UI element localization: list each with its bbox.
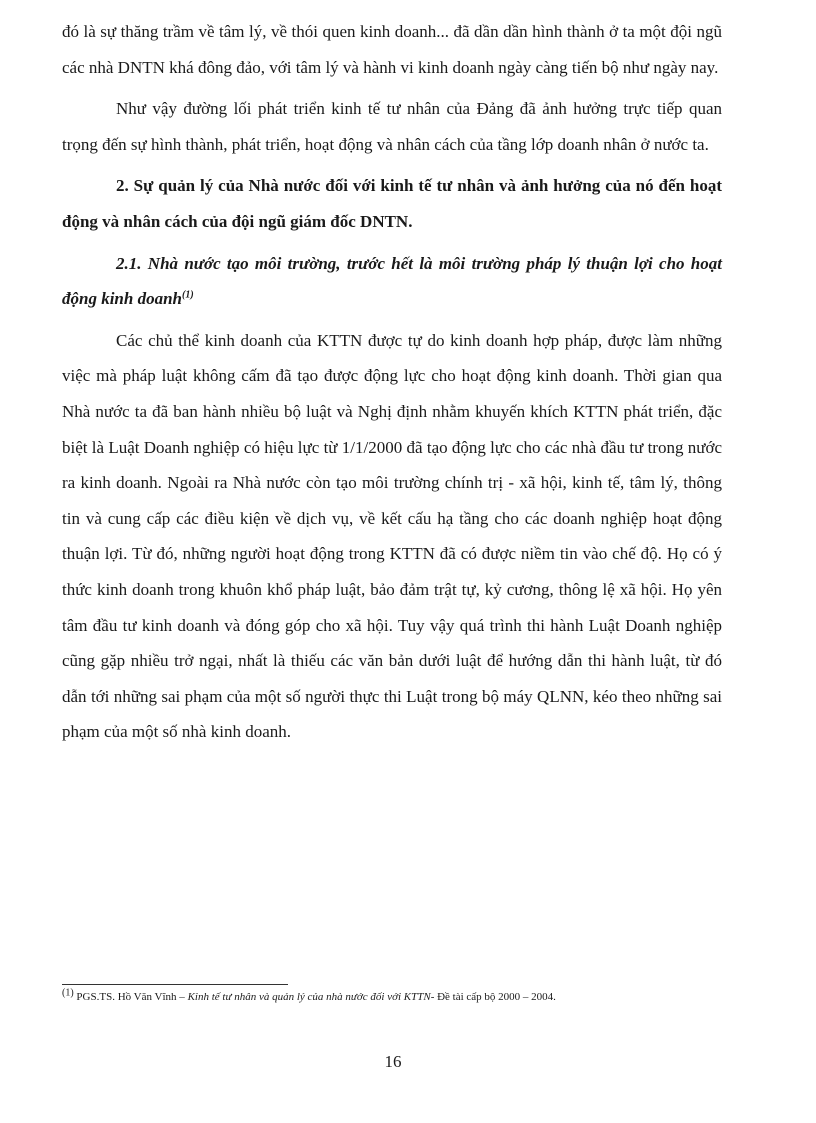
- subsection-heading: [62, 246, 722, 317]
- footnote-marker: (1): [62, 987, 74, 999]
- section-heading: 2. Sự quản lý của Nhà nước đối với kinh tế tư nhân và ảnh hưởng của nó đến hoạt động và nhân cách của đội ngũ giám đốc DNTN.: [62, 176, 722, 231]
- page-body: [62, 14, 722, 750]
- paragraph-body: Các chủ thể kinh doanh của KTTN được tự do kinh doanh hợp pháp, được làm những việc mà pháp luật không cấm đã tạo được động lực cho hoạt động kinh doanh. Thời gian qua Nhà nước ta đã ban hành nhiều bộ luật và Nghị định nhằm khuyến khích KTTN phát triển, đặc biệt là Luật Doanh nghiệp có hiệu lực từ 1/1/2000 đã tạo động lực cho các nhà đầu tư trong nước ra kinh doanh. Ngoài ra Nhà nước còn tạo môi trường chính trị - xã hội, kinh tế, tâm lý, thông tin và cung cấp các điều kiện về dịch vụ, về kết cấu hạ tầng cho các doanh nghiệp hoạt động thuận lợi. Từ đó, những người hoạt động trong KTTN đã có được niềm tin vào chế độ. Họ có ý thức kinh doanh trong khuôn khổ pháp luật, bảo đảm trật tự, kỷ cương, thông lệ xã hội. Họ yên tâm đầu tư kinh doanh và đóng góp cho xã hội. Tuy vậy quá trình thi hành Luật Doanh nghiệp cũng gặp nhiều trở ngại, nhất là thiếu các văn bản dưới luật để hướng dẫn thi hành luật, từ đó dẫn tới những sai phạm của một số người thực thi Luật trong bộ máy QLNN, kéo theo những sai phạm của một số nhà kinh doanh.: [62, 330, 722, 742]
- footnote-reference: (1): [182, 289, 194, 301]
- subsection-heading-text: 2.1. Nhà nước tạo môi trường, trước hết là môi trường pháp lý thuận lợi cho hoạt động kinh doanh: [62, 253, 722, 309]
- paragraph-conclusion: Như vậy đường lối phát triển kinh tế tư nhân của Đảng đã ảnh hưởng trực tiếp quan trọng đến sự hình thành, phát triển, hoạt động và nhân cách của tầng lớp doanh nhân ở nước ta.: [62, 99, 722, 154]
- paragraph-continued: đó là sự thăng trầm về tâm lý, về thói quen kinh doanh... đã dần dần hình thành ở ta một đội ngũ các nhà DNTN khá đông đảo, với tâm lý và hành vi kinh doanh ngày càng tiến bộ như ngày nay.: [62, 22, 722, 77]
- footnote-title: Kinh tế tư nhân và quản lý của nhà nước đối với KTTN: [187, 991, 431, 1003]
- footnote-divider: [62, 984, 288, 985]
- footnote-author: PGS.TS. Hồ Văn Vĩnh –: [73, 991, 188, 1003]
- footnote: [62, 987, 722, 1005]
- footnote-rest: - Đề tài cấp bộ 2000 – 2004.: [430, 991, 556, 1003]
- page-number: 16: [384, 1052, 402, 1071]
